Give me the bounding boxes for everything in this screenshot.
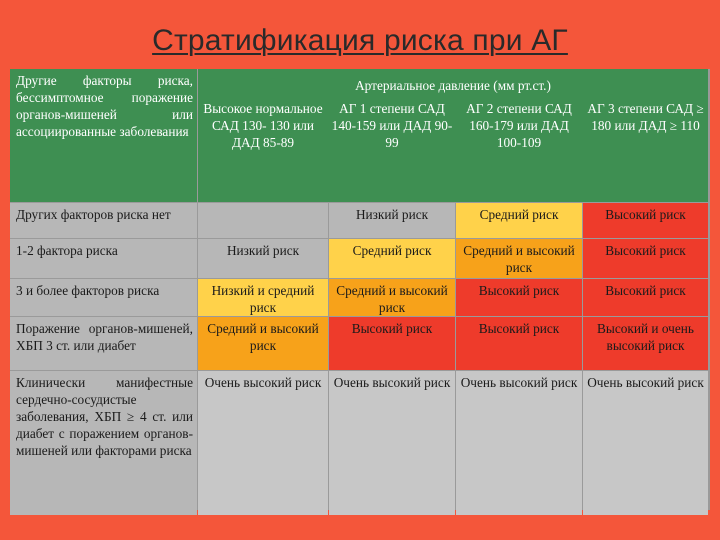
col-header-ag3: АГ 3 степени САД ≥ 180 или ДАД ≥ 110	[583, 94, 708, 202]
risk-cell: Высокий риск	[583, 239, 708, 278]
row-label: 1-2 фактора риска	[10, 239, 197, 278]
risk-cell: Высокий риск	[583, 279, 708, 316]
risk-cell: Высокий и очень высокий риск	[583, 317, 708, 370]
risk-cell: Средний и высокий риск	[198, 317, 328, 370]
risk-cell: Высокий риск	[456, 279, 582, 316]
risk-cell: Средний и высокий риск	[456, 239, 582, 278]
risk-cell: Средний риск	[456, 203, 582, 238]
row-label: Клинически манифестные сердечно-сосудистые заболевания, ХБП ≥ 4 ст. или диабет с поражением органов-мишеней или факторами риска	[10, 371, 197, 515]
risk-cell: Низкий и средний риск	[198, 279, 328, 316]
col-header-high-normal: Высокое нормальное САД 130- 130 или ДАД 85-89	[198, 94, 328, 202]
risk-cell: Высокий риск	[456, 317, 582, 370]
risk-cell	[198, 203, 328, 238]
risk-cell: Очень высокий риск	[583, 371, 708, 515]
risk-cell: Очень высокий риск	[198, 371, 328, 515]
col-header-ag2: АГ 2 степени САД 160-179 или ДАД 100-109	[456, 94, 582, 202]
risk-cell: Высокий риск	[583, 203, 708, 238]
bp-header: Артериальное давление (мм рт.ст.)	[355, 78, 551, 93]
risk-cell: Очень высокий риск	[329, 371, 455, 515]
row-label: 3 и более факторов риска	[10, 279, 197, 316]
page-title: Стратификация риска при АГ	[152, 24, 568, 57]
row-factors-header: Другие факторы риска, бессимптомное поражение органов-мишеней или ассоциированные заболевания	[10, 69, 197, 202]
risk-cell: Низкий риск	[329, 203, 455, 238]
risk-cell: Низкий риск	[198, 239, 328, 278]
bp-columns	[198, 94, 708, 202]
risk-cell: Средний и высокий риск	[329, 279, 455, 316]
risk-table	[10, 69, 710, 510]
row-label: Других факторов риска нет	[10, 203, 197, 238]
col-header-ag1: АГ 1 степени САД 140-159 или ДАД 90-99	[329, 94, 455, 202]
row-label: Поражение органов-мишеней, ХБП 3 ст. или диабет	[10, 317, 197, 370]
risk-cell: Высокий риск	[329, 317, 455, 370]
risk-cell: Очень высокий риск	[456, 371, 582, 515]
risk-cell: Средний риск	[329, 239, 455, 278]
